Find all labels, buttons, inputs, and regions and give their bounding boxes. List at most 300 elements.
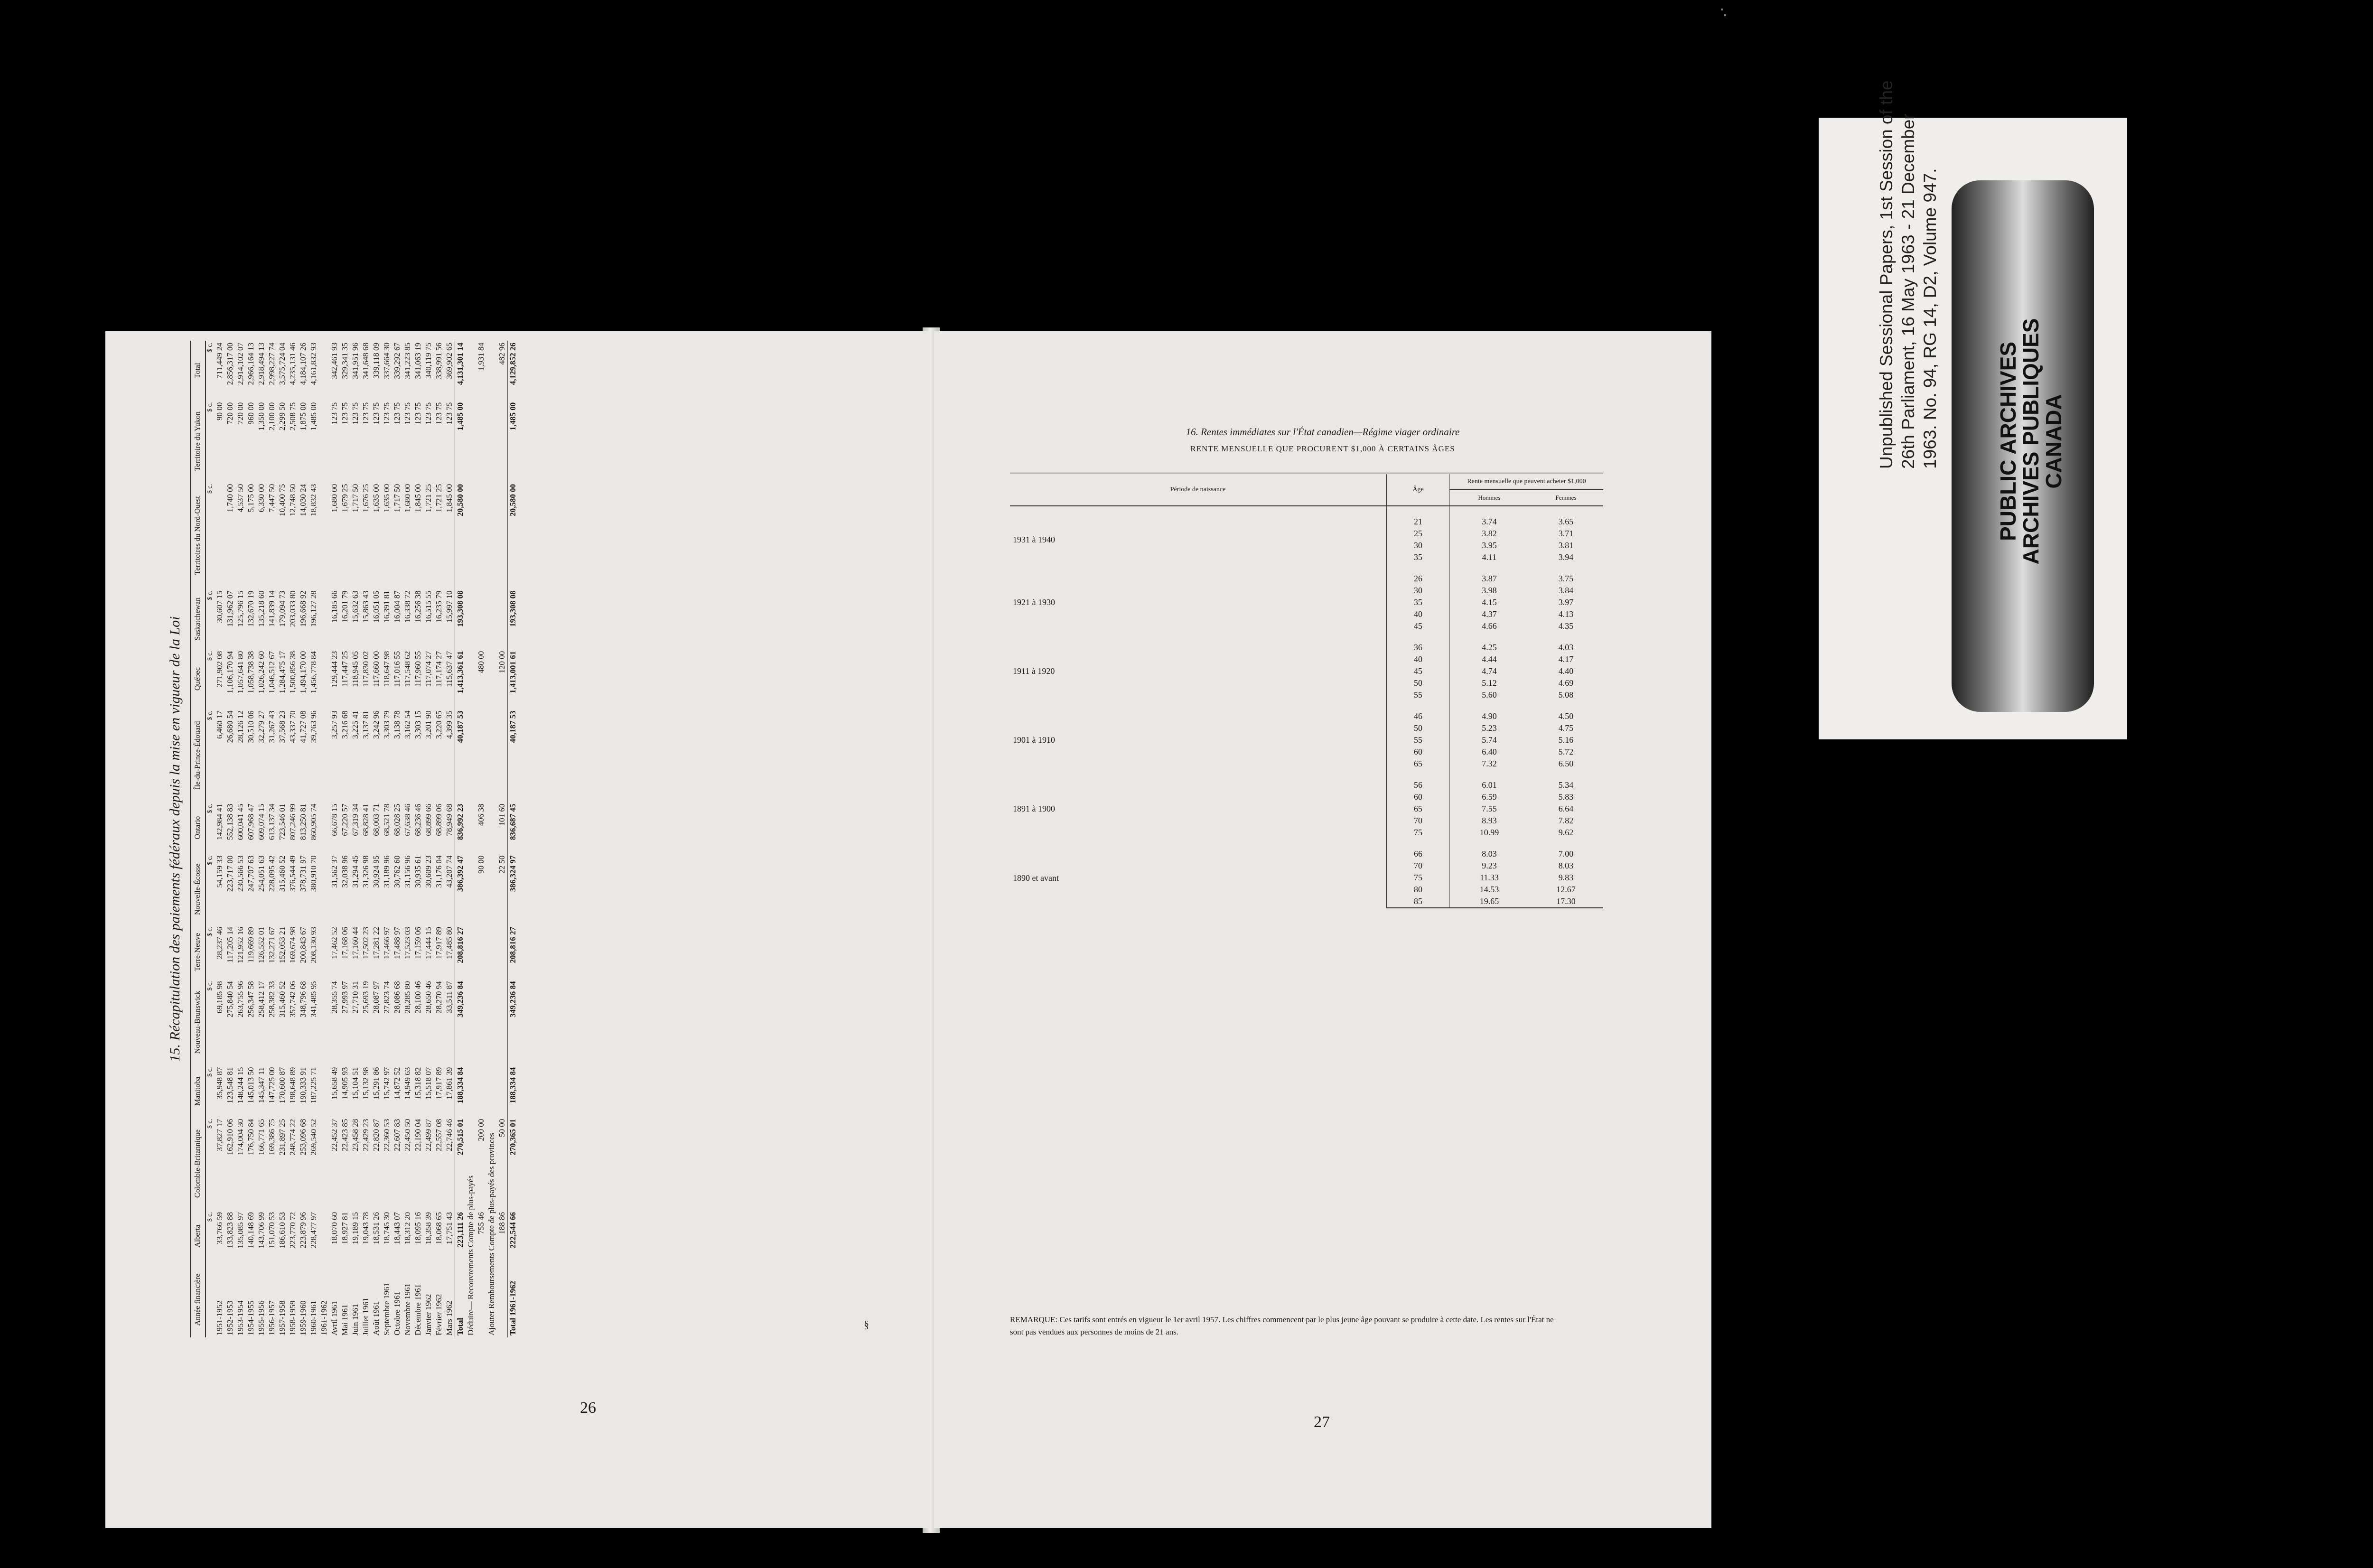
table-row bbox=[215, 341, 225, 1337]
table-cell: 223,770 72 bbox=[288, 1212, 297, 1249]
table-cell: 258,412 17 bbox=[257, 981, 266, 1017]
table-cell: Juillet 1961 bbox=[361, 1297, 370, 1335]
table-cell: 17,485 80 bbox=[445, 926, 454, 959]
table-cell: 208,130 93 bbox=[309, 926, 318, 963]
women-rate-cell: 4.40 bbox=[1558, 666, 1574, 676]
table-cell: 14,905 93 bbox=[340, 1067, 349, 1100]
table-cell: 15,863 43 bbox=[361, 590, 370, 623]
table-cell: 18,443 07 bbox=[392, 1212, 402, 1244]
table-cell bbox=[497, 925, 508, 979]
footnote-marker: § bbox=[864, 1318, 869, 1330]
table-cell: 37,568 23 bbox=[278, 710, 287, 743]
age-cell: 40 bbox=[1386, 653, 1450, 665]
table-cell bbox=[497, 709, 508, 802]
table-cell bbox=[476, 482, 486, 589]
table-cell: 132,271 67 bbox=[267, 926, 276, 963]
table-cell: 179,094 73 bbox=[278, 590, 287, 627]
table-cell: 1,413,001 61 bbox=[508, 649, 519, 709]
table-cell: 117,660 00 bbox=[372, 651, 381, 687]
table-cell: 28,355 74 bbox=[330, 981, 339, 1014]
table-cell: 141,839 14 bbox=[267, 590, 276, 627]
women-rate-cell: 3.84 bbox=[1558, 586, 1574, 595]
table-cell: 271,902 08 bbox=[215, 651, 224, 688]
table-cell: 19,043 78 bbox=[361, 1212, 370, 1244]
women-rate-cell: 5.72 bbox=[1558, 747, 1574, 756]
remark-note: REMARQUE: Ces tarifs sont entrés en vigueur le 1er avril 1957. Les chiffres commencent par le plus jeune âge pouvant se produire à cette date. Les rentes sur l'État ne sont pas vendues aux personnes de moins de 21 ans. bbox=[1010, 1315, 1554, 1336]
table-cell: 1,679 25 bbox=[340, 484, 349, 513]
table-cell: 22,820 87 bbox=[372, 1119, 381, 1151]
table-cell: 28,285 80 bbox=[403, 981, 412, 1014]
table-cell: 54,159 33 bbox=[215, 855, 224, 888]
table-cell: 248,774 22 bbox=[288, 1119, 297, 1156]
table-row bbox=[382, 341, 392, 1337]
annuity-row bbox=[1010, 701, 1603, 722]
caption-line: Unpublished Sessional Papers, 1st Session of the bbox=[1877, 80, 1896, 469]
table-cell: 1951-1952 bbox=[215, 1300, 224, 1335]
table-cell: 15,742 97 bbox=[382, 1067, 391, 1100]
archive-card bbox=[1819, 80, 2127, 739]
table-cell bbox=[319, 979, 329, 1065]
table-cell: 28,126 12 bbox=[236, 710, 245, 743]
men-rate-cell: 6.59 bbox=[1482, 792, 1497, 802]
table-cell bbox=[319, 341, 329, 401]
column-header: Territoire du Yukon bbox=[190, 401, 206, 482]
table-cell: 270,515 01 bbox=[455, 1117, 466, 1210]
currency-cell: $ c. bbox=[206, 981, 214, 991]
table-cell: 3,137 81 bbox=[361, 710, 370, 739]
table-cell: 22 50 bbox=[497, 855, 506, 874]
table-cell bbox=[319, 1065, 329, 1117]
age-cell: 35 bbox=[1386, 551, 1450, 563]
men-rate-cell: 3.87 bbox=[1482, 574, 1497, 583]
table-cell: 22,429 23 bbox=[361, 1119, 370, 1151]
table-cell: 1955-1956 bbox=[257, 1300, 266, 1335]
table-cell: 35,948 87 bbox=[215, 1067, 224, 1100]
table-cell: 1,046,512 67 bbox=[267, 651, 276, 694]
add-row bbox=[497, 341, 508, 1337]
table-cell: 3,303 79 bbox=[382, 710, 391, 739]
table-cell: 131,962 07 bbox=[225, 590, 234, 627]
table-cell: 17,917 89 bbox=[434, 1067, 443, 1100]
table-cell: 152,053 21 bbox=[278, 926, 287, 963]
table-cell: 2,918,494 13 bbox=[257, 343, 266, 385]
table-cell: 836,992 23 bbox=[455, 802, 466, 854]
table-cell: 32,038 96 bbox=[340, 855, 349, 888]
table-cell: 256,347 58 bbox=[246, 981, 255, 1017]
women-rate-cell: 4.03 bbox=[1558, 643, 1574, 652]
age-cell: 66 bbox=[1386, 839, 1450, 860]
currency-cell: $ c. bbox=[206, 1212, 214, 1222]
table-cell: 1953-1954 bbox=[236, 1300, 245, 1335]
table-cell: 349,236 84 bbox=[455, 979, 466, 1065]
table-cell: Août 1961 bbox=[372, 1301, 381, 1335]
table-cell: 17,917 89 bbox=[434, 926, 443, 959]
women-rate-cell: 9.62 bbox=[1558, 828, 1574, 837]
table-row bbox=[298, 341, 308, 1337]
table-cell: 1,026,242 60 bbox=[257, 651, 266, 694]
table-cell: 16,515 55 bbox=[424, 590, 433, 623]
table-cell: 348,796 68 bbox=[299, 981, 308, 1017]
column-header: Nouveau-Brunswick bbox=[190, 979, 206, 1065]
table-cell: 369,902 65 bbox=[445, 343, 454, 379]
table-cell bbox=[476, 401, 486, 482]
table-cell: 376,544 49 bbox=[288, 855, 297, 892]
table-cell: 43,337 70 bbox=[288, 710, 297, 743]
table-cell: 170,600 87 bbox=[278, 1067, 287, 1104]
table-cell: 18,070 60 bbox=[330, 1212, 339, 1244]
table-cell: 126,552 01 bbox=[257, 926, 266, 963]
age-cell: 75 bbox=[1386, 827, 1450, 839]
women-rate-cell: 3.97 bbox=[1558, 597, 1574, 607]
table-cell: 18,745 30 bbox=[382, 1212, 391, 1244]
table-cell: 1,676 25 bbox=[361, 484, 370, 513]
table-cell: 68,521 78 bbox=[382, 803, 391, 836]
table-cell: 6,330 00 bbox=[257, 484, 266, 513]
table-cell: 16,185 66 bbox=[330, 590, 339, 623]
table-cell: 121,952 16 bbox=[236, 926, 245, 963]
table-cell: 2,998,227 74 bbox=[267, 343, 276, 385]
column-header: Saskatchewan bbox=[190, 588, 206, 649]
table-cell: 31,267 43 bbox=[267, 710, 276, 743]
table-cell: 37,827 17 bbox=[215, 1119, 224, 1151]
table-cell: 148,244 15 bbox=[236, 1067, 245, 1104]
add-label-row bbox=[486, 341, 497, 1337]
table-cell: 223,879 96 bbox=[299, 1212, 308, 1249]
caption-line: 1963. No. 94, RG 14, D2, Volume 947. bbox=[1920, 168, 1940, 469]
men-rate-cell: 4.44 bbox=[1482, 654, 1497, 664]
table-row bbox=[392, 341, 402, 1337]
table-cell: 17,466 97 bbox=[382, 926, 391, 959]
table-cell: Octobre 1961 bbox=[392, 1291, 402, 1335]
table-cell: 23,458 28 bbox=[351, 1119, 360, 1151]
table-cell: 15,997 10 bbox=[445, 590, 454, 623]
table-cell: 337,664 30 bbox=[382, 343, 391, 379]
table-cell: 25,693 19 bbox=[361, 981, 370, 1014]
table-cell: 3,216 68 bbox=[340, 710, 349, 739]
table-cell: 1,931 84 bbox=[476, 343, 486, 371]
table-cell: 2,508 75 bbox=[288, 402, 297, 431]
currency-cell: $ c. bbox=[206, 343, 214, 353]
film-speck bbox=[1724, 14, 1726, 16]
table-row bbox=[402, 341, 413, 1337]
table-cell: 16,051 05 bbox=[372, 590, 381, 623]
table-cell: Total 1961-1962 bbox=[508, 1262, 519, 1337]
table-cell: 123 75 bbox=[424, 402, 433, 425]
table-cell: 39,763 96 bbox=[309, 710, 318, 743]
age-header: Âge bbox=[1386, 474, 1450, 506]
table-cell bbox=[319, 401, 329, 482]
table-15-title: 15. Récapitulation des paiements fédéraux depuis la mise en vigueur de la Loi bbox=[167, 616, 183, 1062]
table-16 bbox=[1010, 473, 1603, 908]
table-cell: 1,058,738 38 bbox=[246, 651, 255, 694]
page-number: 27 bbox=[1314, 1413, 1330, 1431]
table-row bbox=[371, 341, 382, 1337]
table-cell: 169,674 98 bbox=[288, 926, 297, 963]
film-speck bbox=[1721, 9, 1723, 10]
table-cell: 18,832 43 bbox=[309, 484, 318, 516]
table-cell: Mai 1961 bbox=[340, 1304, 349, 1335]
women-rate-cell: 3.71 bbox=[1558, 529, 1574, 538]
age-cell: 65 bbox=[1386, 758, 1450, 770]
table-cell: 552,138 83 bbox=[225, 803, 234, 840]
table-cell: 123 75 bbox=[330, 402, 339, 425]
table-cell: 117,548 62 bbox=[403, 651, 412, 687]
age-cell: 65 bbox=[1386, 803, 1450, 815]
table-cell: 341,223 85 bbox=[403, 343, 412, 379]
table-cell: 22,360 53 bbox=[382, 1119, 391, 1151]
table-cell: 1960-1961 bbox=[309, 1300, 318, 1335]
currency-cell: $ c. bbox=[206, 402, 214, 412]
table-cell: 117,830 02 bbox=[361, 651, 370, 687]
women-rate-cell: 4.50 bbox=[1558, 711, 1574, 721]
table-row bbox=[277, 341, 288, 1337]
women-rate-cell: 4.69 bbox=[1558, 678, 1574, 688]
table-cell bbox=[476, 925, 486, 979]
table-cell: 269,540 52 bbox=[309, 1119, 318, 1156]
table-cell: 90 00 bbox=[215, 402, 224, 420]
table-cell: 609,074 15 bbox=[257, 803, 266, 840]
table-cell: 3,162 54 bbox=[403, 710, 412, 739]
women-rate-cell: 5.08 bbox=[1558, 690, 1574, 700]
table-cell: 22,190 04 bbox=[413, 1119, 422, 1151]
table-cell: 258,382 33 bbox=[267, 981, 276, 1017]
table-cell bbox=[476, 1065, 486, 1117]
table-cell: 4,161,832 93 bbox=[309, 343, 318, 385]
table-cell: 16,338 72 bbox=[403, 590, 412, 623]
table-cell: 208,816 27 bbox=[508, 925, 519, 979]
table-cell: 1,485 00 bbox=[455, 401, 466, 482]
table-cell: 3,575,724 04 bbox=[278, 343, 287, 385]
table-cell: 120 00 bbox=[497, 651, 506, 673]
annuity-row bbox=[1010, 632, 1603, 653]
table-cell: 22,423 85 bbox=[340, 1119, 349, 1151]
age-cell: 80 bbox=[1386, 884, 1450, 896]
table-cell: 40,187 53 bbox=[455, 709, 466, 802]
currency-cell bbox=[206, 1262, 215, 1337]
table-cell: 19,189 15 bbox=[351, 1212, 360, 1244]
deduct-label: Déduire— Recouvrements Compte de plus-payés bbox=[466, 1175, 475, 1335]
table-cell: 123 75 bbox=[361, 402, 370, 425]
right-page bbox=[934, 331, 1711, 1528]
table-cell: 135,085 97 bbox=[236, 1212, 245, 1249]
men-rate-cell: 8.93 bbox=[1482, 816, 1497, 825]
table-cell: 196,668 92 bbox=[299, 590, 308, 627]
table-cell: 119,669 89 bbox=[246, 926, 255, 963]
page-number: 26 bbox=[580, 1399, 596, 1417]
women-rate-cell: 3.81 bbox=[1558, 541, 1574, 550]
age-cell: 30 bbox=[1386, 585, 1450, 597]
table-cell: 117,174 27 bbox=[434, 651, 443, 687]
currency-cell: $ c. bbox=[206, 926, 214, 937]
table-cell: 17,444 15 bbox=[424, 926, 433, 959]
table-cell: 228,477 97 bbox=[309, 1212, 318, 1249]
table-cell: 254,051 63 bbox=[257, 855, 266, 892]
table-cell: 14,949 63 bbox=[403, 1067, 412, 1100]
women-rate-cell: 8.03 bbox=[1558, 861, 1574, 870]
table-cell: 1,635 00 bbox=[382, 484, 391, 513]
table-cell: 33,766 59 bbox=[215, 1212, 224, 1244]
table-cell: 1,717 50 bbox=[392, 484, 402, 513]
period-header: Période de naissance bbox=[1010, 474, 1386, 506]
table-cell bbox=[476, 709, 486, 802]
table-cell: 342,461 93 bbox=[330, 343, 339, 379]
table-cell: 17,168 06 bbox=[340, 926, 349, 959]
table-cell: Novembre 1961 bbox=[403, 1283, 412, 1335]
table-cell: 4,184,107 26 bbox=[299, 343, 308, 385]
table-cell: 117,205 14 bbox=[225, 926, 234, 963]
grand-total-row bbox=[508, 341, 519, 1337]
table-cell: 7,447 50 bbox=[267, 484, 276, 513]
table-cell: 3,220 65 bbox=[434, 710, 443, 739]
table-cell: 31,189 96 bbox=[382, 855, 391, 888]
column-header: Terre-Neuve bbox=[190, 925, 206, 979]
men-rate-cell: 7.55 bbox=[1482, 804, 1497, 813]
age-cell: 75 bbox=[1386, 872, 1450, 884]
table-cell: 1,057,641 80 bbox=[236, 651, 245, 694]
column-header: Île-du-Prince-Édouard bbox=[190, 709, 206, 802]
table-cell: 40,187 53 bbox=[508, 709, 519, 802]
table-cell: 341,951 96 bbox=[351, 343, 360, 379]
column-header: Manitoba bbox=[190, 1065, 206, 1117]
annuity-row bbox=[1010, 839, 1603, 860]
table-cell: 22,452 37 bbox=[330, 1119, 339, 1151]
table-cell: 228,095 42 bbox=[267, 855, 276, 892]
table-cell bbox=[476, 588, 486, 649]
table-cell: 329,341 35 bbox=[340, 343, 349, 379]
table-cell: 68,899 66 bbox=[424, 803, 433, 836]
deduct-label-row bbox=[466, 341, 476, 1337]
currency-cell: $ c. bbox=[206, 710, 214, 720]
table-cell: 223,717 00 bbox=[225, 855, 234, 892]
men-rate-cell: 6.40 bbox=[1482, 747, 1497, 756]
table-cell: 169,386 75 bbox=[267, 1119, 276, 1156]
table-cell: 129,444 23 bbox=[330, 651, 339, 688]
stamp-line: ARCHIVES PUBLIQUES bbox=[2018, 318, 2043, 565]
men-rate-cell: 4.15 bbox=[1482, 597, 1497, 607]
table-cell: 2,299 50 bbox=[278, 402, 287, 431]
table-cell: 193,308 08 bbox=[508, 588, 519, 649]
table-cell: 31,176 04 bbox=[434, 855, 443, 888]
table-cell: 174,004 30 bbox=[236, 1119, 245, 1156]
table-cell: 3,257 93 bbox=[330, 710, 339, 739]
table-cell: 123 75 bbox=[392, 402, 402, 425]
table-cell: 176,750 84 bbox=[246, 1119, 255, 1156]
table-cell bbox=[497, 1262, 508, 1337]
women-header: Femmes bbox=[1529, 490, 1603, 506]
table-cell: 90 00 bbox=[476, 855, 486, 874]
table-row bbox=[225, 341, 235, 1337]
table-cell: 1957-1958 bbox=[278, 1300, 287, 1335]
table-row bbox=[235, 341, 246, 1337]
table-cell: 4,399 35 bbox=[445, 710, 454, 739]
table-cell: 18,095 16 bbox=[413, 1212, 422, 1244]
table-cell: 341,648 68 bbox=[361, 343, 370, 379]
table-cell: 30,510 06 bbox=[246, 710, 255, 743]
age-cell: 45 bbox=[1386, 620, 1450, 632]
annuity-row bbox=[1010, 563, 1603, 585]
table-cell: 1,485 00 bbox=[508, 401, 519, 482]
table-cell: 41,727 08 bbox=[299, 710, 308, 743]
table-cell: 132,670 19 bbox=[246, 590, 255, 627]
stamp-text bbox=[1997, 261, 2065, 622]
table-cell: 339,118 09 bbox=[372, 343, 381, 379]
table-cell: 203,033 80 bbox=[288, 590, 297, 627]
age-cell: 60 bbox=[1386, 791, 1450, 803]
men-rate-cell: 4.66 bbox=[1482, 621, 1497, 631]
table-row bbox=[256, 341, 267, 1337]
table-cell: 123 75 bbox=[403, 402, 412, 425]
table-cell: 275,840 54 bbox=[225, 981, 234, 1017]
table-cell: 860,905 74 bbox=[309, 803, 318, 840]
column-header: Total bbox=[190, 341, 206, 401]
table-cell: 31,562 37 bbox=[330, 855, 339, 888]
table-cell: 14,030 24 bbox=[299, 484, 308, 516]
column-header: Québec bbox=[190, 649, 206, 709]
table-cell bbox=[319, 854, 329, 925]
age-cell: 55 bbox=[1386, 734, 1450, 746]
table-cell: 28,087 97 bbox=[372, 981, 381, 1014]
table-cell: 720 00 bbox=[225, 402, 234, 425]
table-cell bbox=[497, 401, 508, 482]
table-cell: 16,004 87 bbox=[392, 590, 402, 623]
table-cell: 33,511 87 bbox=[445, 981, 454, 1013]
table-cell: 135,218 60 bbox=[257, 590, 266, 627]
table-cell: 188,334 84 bbox=[455, 1065, 466, 1117]
table-cell: 231,897 25 bbox=[278, 1119, 287, 1156]
men-rate-cell: 9.23 bbox=[1482, 861, 1497, 870]
table-cell: 17,751 43 bbox=[445, 1212, 454, 1244]
table-cell: 117,447 25 bbox=[340, 651, 349, 687]
table-cell: 341,063 19 bbox=[413, 343, 422, 379]
table-cell: 117,960 55 bbox=[413, 651, 422, 687]
table-cell bbox=[319, 925, 329, 979]
table-cell: 14,872 52 bbox=[392, 1067, 402, 1100]
table-cell: 1,494,170 00 bbox=[299, 651, 308, 694]
table-cell: 755 46 bbox=[476, 1212, 486, 1234]
annuity-row bbox=[1010, 770, 1603, 791]
table-row bbox=[434, 341, 444, 1337]
table-cell: 28,650 46 bbox=[424, 981, 433, 1014]
table-cell: 188,334 84 bbox=[508, 1065, 519, 1117]
table-cell: 3,225 41 bbox=[351, 710, 360, 739]
table-cell: 30,924 95 bbox=[372, 855, 381, 888]
table-cell: 186,610 53 bbox=[278, 1212, 287, 1249]
table-cell: 600,041 45 bbox=[236, 803, 245, 840]
table-cell: 18,927 81 bbox=[340, 1212, 349, 1244]
women-rate-cell: 4.75 bbox=[1558, 723, 1574, 733]
men-rate-cell: 4.90 bbox=[1482, 711, 1497, 721]
table-cell: 31,294 45 bbox=[351, 855, 360, 888]
table-cell: 16,256 38 bbox=[413, 590, 422, 623]
table-cell: 18,312 20 bbox=[403, 1212, 412, 1244]
table-cell: 836,687 45 bbox=[508, 802, 519, 854]
table-cell: 12,748 50 bbox=[288, 484, 297, 516]
table-cell: 222,544 66 bbox=[508, 1210, 519, 1262]
men-rate-cell: 5.60 bbox=[1482, 690, 1497, 700]
men-rate-cell: 3.95 bbox=[1482, 541, 1497, 550]
table-cell: 357,742 06 bbox=[288, 981, 297, 1017]
add-label: Ajouter Remboursements Compte de plus-payés des provinces bbox=[487, 1133, 496, 1335]
column-header: Ontario bbox=[190, 802, 206, 854]
table-cell: 117,016 55 bbox=[392, 651, 402, 687]
men-rate-cell: 8.03 bbox=[1482, 849, 1497, 859]
table-cell: 151,070 53 bbox=[267, 1212, 276, 1249]
archive-stamp bbox=[1952, 180, 2094, 712]
table-cell bbox=[476, 979, 486, 1065]
table-cell: 315,460 52 bbox=[278, 981, 287, 1017]
table-cell: 1958-1959 bbox=[288, 1300, 297, 1335]
table-cell: 4,537 50 bbox=[236, 484, 245, 513]
